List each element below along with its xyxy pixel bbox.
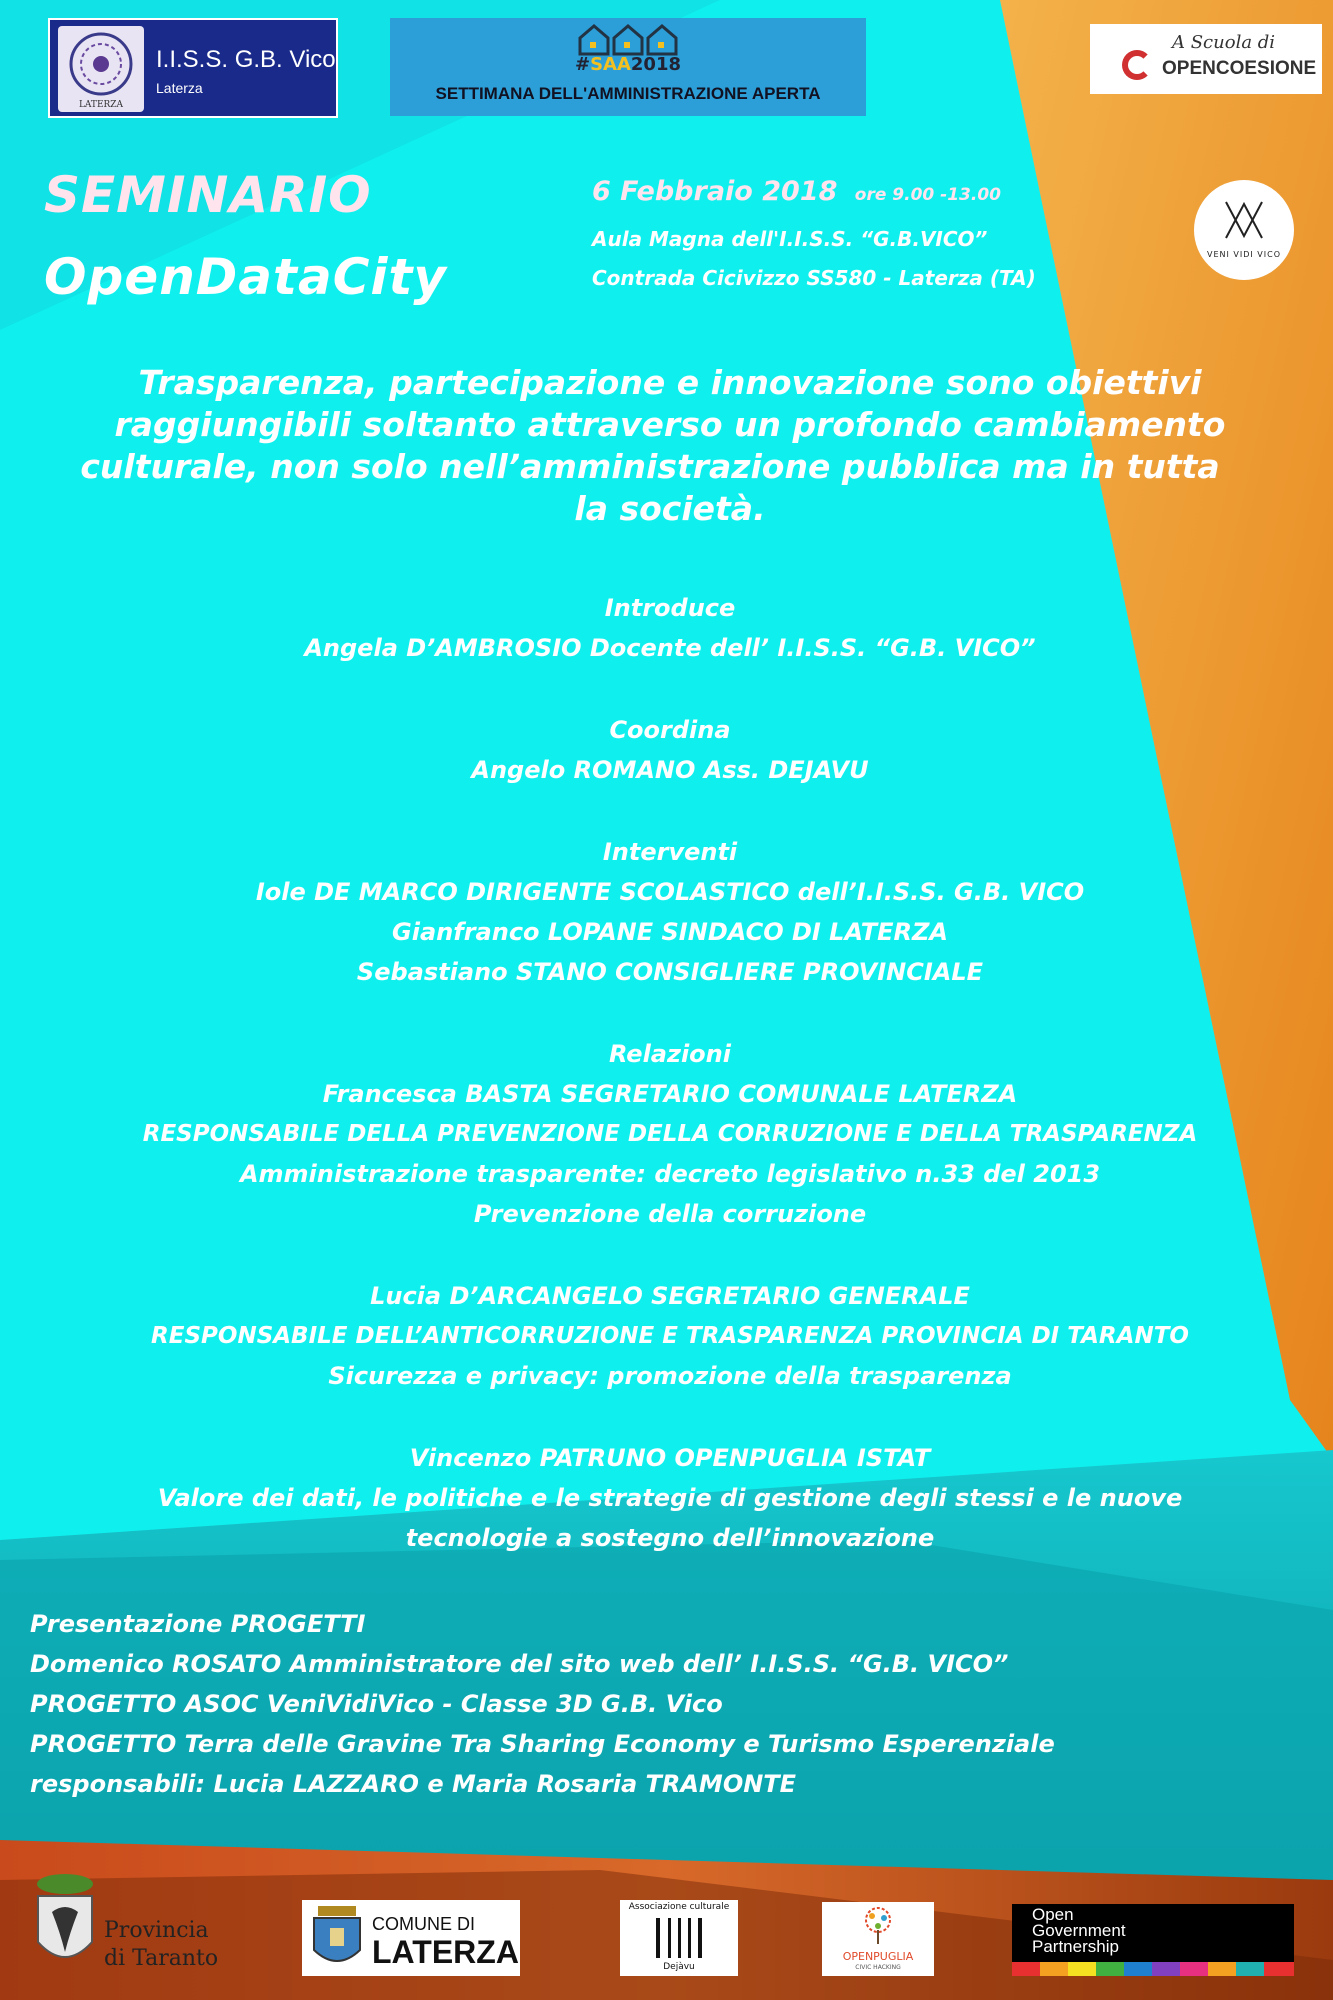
hashtag-prefix: # xyxy=(574,54,591,75)
program-line: Sebastiano STANO CONSIGLIERE PROVINCIALE xyxy=(356,958,984,986)
event-address: Contrada Cicivizzo SS580 - Laterza (TA) xyxy=(592,266,1036,290)
opencoesione-line1: A Scuola di xyxy=(1172,32,1276,53)
ogp-line1: Open xyxy=(1032,1905,1074,1924)
openpuglia-tree-icon xyxy=(858,1906,898,1946)
program-heading-coordina: Coordina xyxy=(609,716,731,744)
provincia-logo xyxy=(24,1872,234,1982)
seminar-label: SEMINARIO xyxy=(44,166,372,224)
school-seal-icon xyxy=(58,26,144,112)
school-name: I.I.S.S. G.B. Vico xyxy=(156,46,336,73)
school-logo xyxy=(48,18,338,118)
ogp-line2: Government xyxy=(1032,1921,1126,1940)
comune-crest-icon xyxy=(310,1904,364,1972)
program-line: Vincenzo PATRUNO OPENPUGLIA ISTAT xyxy=(409,1444,931,1472)
program-line: RESPONSABILE DELLA PREVENZIONE DELLA CORRUZIONE E DELLA TRASPARENZA xyxy=(142,1121,1198,1147)
event-info xyxy=(592,172,1152,293)
school-seal-text: LATERZA xyxy=(78,100,124,110)
houses-icon xyxy=(576,22,680,56)
program-line: Angelo ROMANO Ass. DEJAVU xyxy=(471,756,869,784)
dejavu-logo xyxy=(620,1900,738,1976)
program-heading-interventi: Interventi xyxy=(602,838,738,866)
intro-quote-line: raggiungibili soltanto attraverso un profondo cambiamento xyxy=(114,405,1226,444)
comune-line2: LATERZA xyxy=(372,1934,519,1970)
seminar-title: OpenDataCity xyxy=(44,248,448,306)
event-date: 6 Febbraio 2018 xyxy=(592,176,838,207)
program-heading-introduce: Introduce xyxy=(604,594,736,622)
program-line: Amministrazione trasparente: decreto legislativo n.33 del 2013 xyxy=(239,1160,1101,1188)
program-heading-relazioni: Relazioni xyxy=(609,1040,731,1068)
venividivico-logo xyxy=(1194,180,1294,280)
ogp-logo xyxy=(1012,1904,1294,1976)
program-line: tecnologie a sostegno dell’innovazione xyxy=(405,1524,935,1552)
venividivico-text: VENI VIDI VICO xyxy=(1206,250,1282,259)
intro-quote-line: la società. xyxy=(574,489,766,528)
dejavu-line1: Associazione culturale xyxy=(628,1902,730,1912)
openpuglia-line1: OPENPUGLIA xyxy=(842,1950,914,1963)
openpuglia-logo xyxy=(822,1902,934,1976)
openpuglia-line2: CIVIC HACKING xyxy=(855,1964,901,1971)
event-venue: Aula Magna dell'I.I.S.S. “G.B.VICO” xyxy=(592,227,988,251)
project-line: PROGETTO Terra delle Gravine Tra Sharing Economy e Turismo Esperenziale xyxy=(30,1730,1055,1758)
vvv-mark-icon xyxy=(1222,198,1266,242)
projects xyxy=(30,1604,1310,1804)
hashtag-year: 2018 xyxy=(630,54,682,75)
program-line: Valore dei dati, le politiche e le strategie di gestione degli stessi e le nuove xyxy=(157,1484,1183,1512)
program-line: Gianfranco LOPANE SINDACO DI LATERZA xyxy=(392,918,948,946)
program xyxy=(40,588,1300,1558)
dejavu-barcode-icon xyxy=(654,1918,704,1958)
comune-logo xyxy=(302,1900,520,1976)
provincia-line1: Provincia xyxy=(104,1918,209,1943)
provincia-crest-icon xyxy=(30,1872,100,1976)
comune-line1: COMUNE DI xyxy=(372,1914,475,1934)
event-time: ore 9.00 -13.00 xyxy=(854,185,1001,205)
program-line: Sicurezza e privacy: promozione della trasparenza xyxy=(328,1362,1012,1390)
program-line: Lucia D’ARCANGELO SEGRETARIO GENERALE xyxy=(370,1282,970,1310)
hashtag-saa: SAA xyxy=(590,54,631,75)
intro-quote-line: Trasparenza, partecipazione e innovazione sono obiettivi xyxy=(138,363,1202,402)
project-line: responsabili: Lucia LAZZARO e Maria Rosaria TRAMONTE xyxy=(30,1770,797,1798)
intro-quote xyxy=(40,362,1300,530)
projects-heading: Presentazione PROGETTI xyxy=(30,1610,366,1638)
saa-title: SETTIMANA DELL'AMMINISTRAZIONE APERTA xyxy=(435,84,821,103)
program-line: Angela D’AMBROSIO Docente dell’ I.I.S.S. “G.B. VICO” xyxy=(304,634,1036,662)
program-line: Francesca BASTA SEGRETARIO COMUNALE LATERZA xyxy=(322,1080,1018,1108)
opencoesione-logo xyxy=(1090,24,1322,94)
ogp-line3: Partnership xyxy=(1032,1937,1119,1956)
opencoesione-icon xyxy=(1122,50,1152,80)
provincia-line2: di Taranto xyxy=(104,1946,219,1971)
project-line: Domenico ROSATO Amministratore del sito web dell’ I.I.S.S. “G.B. VICO” xyxy=(30,1650,1009,1678)
saa-banner xyxy=(390,18,866,116)
program-line: RESPONSABILE DELL’ANTICORRUZIONE E TRASPARENZA PROVINCIA DI TARANTO xyxy=(151,1323,1189,1349)
dejavu-line2: Dejàvu xyxy=(663,1962,695,1972)
program-line: Prevenzione della corruzione xyxy=(473,1200,867,1228)
ogp-color-stripe-icon xyxy=(1012,1962,1294,1976)
intro-quote-line: culturale, non solo nell’amministrazione pubblica ma in tutta xyxy=(80,447,1220,486)
program-line: Iole DE MARCO DIRIGENTE SCOLASTICO dell’I.I.S.S. G.B. VICO xyxy=(255,878,1085,906)
project-line: PROGETTO ASOC VeniVidiVico - Classe 3D G.B. Vico xyxy=(30,1690,723,1718)
school-city: Laterza xyxy=(156,80,203,96)
saa-hashtag xyxy=(390,54,866,75)
opencoesione-line2: OPENCOESIONE xyxy=(1162,58,1317,79)
